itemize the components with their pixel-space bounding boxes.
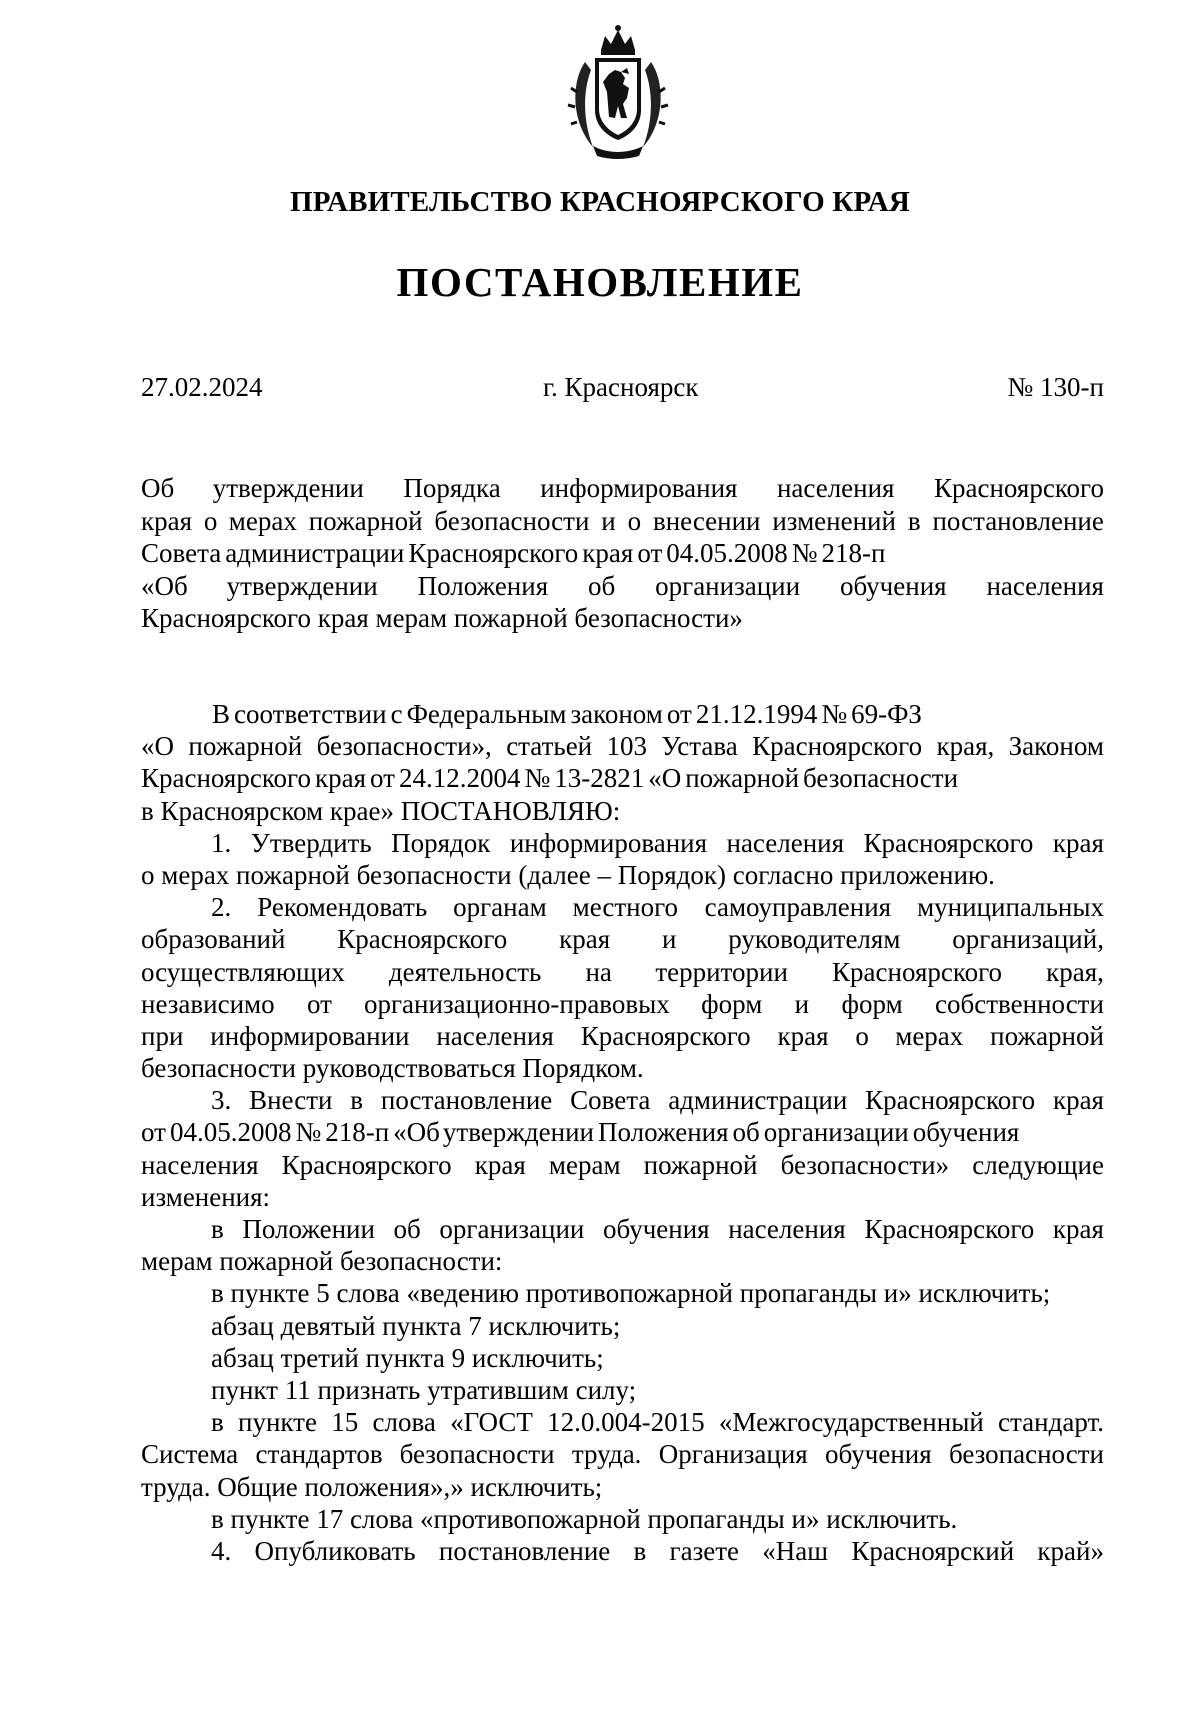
body-line: от 04.05.2008 № 218-п «Об утверждении Положения об организации обучения [141, 1117, 1020, 1148]
body-line: 4. Опубликовать постановление в газете «Наш Красноярский край» [211, 1535, 1104, 1566]
subject-line: «Об утверждении Положения об организации обучения населения [141, 570, 1104, 601]
document-number: № 130-п [1007, 372, 1104, 402]
document-date: 27.02.2024 [141, 372, 263, 402]
body-line: безопасности руководствоваться Порядком. [141, 1053, 644, 1084]
body-line: осуществляющих деятельность на территории Красноярского края, [141, 956, 1104, 987]
subject-line: края о мерах пожарной безопасности и о внесении изменений в постановление [141, 505, 1104, 536]
body-line: в пункте 15 слова «ГОСТ 12.0.004-2015 «Межгосударственный стандарт. [211, 1407, 1104, 1438]
body-line: 2. Рекомендовать органам местного самоуправления муниципальных [211, 892, 1104, 923]
body-line: о мерах пожарной безопасности (далее – Порядок) согласно приложению. [141, 859, 995, 890]
body-line: населения Красноярского края мерам пожарной безопасности» следующие [141, 1149, 1104, 1180]
subject-line: Красноярского края мерам пожарной безопасности» [141, 603, 743, 633]
body-line: пункт 11 признать утратившим силу; [211, 1374, 637, 1405]
document-meta-row [141, 372, 1104, 408]
document-city: г. Красноярск [543, 372, 699, 402]
body-line: в пункте 5 слова «ведению противопожарной пропаганды и» исключить; [211, 1278, 1051, 1309]
body-line: 3. Внести в постановление Совета администрации Красноярского края [211, 1085, 1104, 1116]
body-line: в Положении об организации обучения населения Красноярского края [211, 1214, 1104, 1244]
document-subject [141, 472, 1104, 635]
body-line: Система стандартов безопасности труда. Организация обучения безопасности [141, 1439, 1104, 1470]
body-line: Красноярского края от 24.12.2004 № 13-2821 «О пожарной безопасности [141, 763, 959, 794]
body-line: изменения: [141, 1181, 271, 1212]
body-line: абзац девятый пункта 7 исключить; [211, 1310, 621, 1341]
body-line: при информировании населения Красноярского края о мерах пожарной [141, 1020, 1104, 1051]
body-line: В соответствии с Федеральным законом от 21.12.1994 № 69-ФЗ [212, 699, 922, 729]
document-type-heading: ПОСТАНОВЛЕНИЕ [396, 259, 804, 305]
body-line: абзац третий пункта 9 исключить; [211, 1342, 604, 1373]
document-body [141, 698, 1104, 1567]
body-line: труда. Общие положения»,» исключить; [141, 1471, 603, 1502]
subject-line: Совета администрации Красноярского края от 04.05.2008 № 218-п [141, 538, 886, 568]
body-line: независимо от организационно-правовых форм и форм собственности [141, 988, 1104, 1019]
body-line: «О пожарной безопасности», статьей 103 Устава Красноярского края, Законом [141, 731, 1104, 762]
body-line: образований Красноярского края и руководителям организаций, [141, 924, 1104, 955]
coat-of-arms-icon [563, 22, 673, 162]
body-line: мерам пожарной безопасности: [141, 1246, 503, 1277]
body-line: в пункте 17 слова «противопожарной пропаганды и» исключить. [211, 1503, 958, 1534]
subject-line: Об утверждении Порядка информирования населения Красноярского [141, 473, 1104, 503]
body-line: в Красноярском крае» ПОСТАНОВЛЯЮ: [141, 795, 621, 826]
government-name: ПРАВИТЕЛЬСТВО КРАСНОЯРСКОГО КРАЯ [289, 186, 911, 218]
body-line: 1. Утвердить Порядок информирования населения Красноярского края [211, 827, 1104, 858]
